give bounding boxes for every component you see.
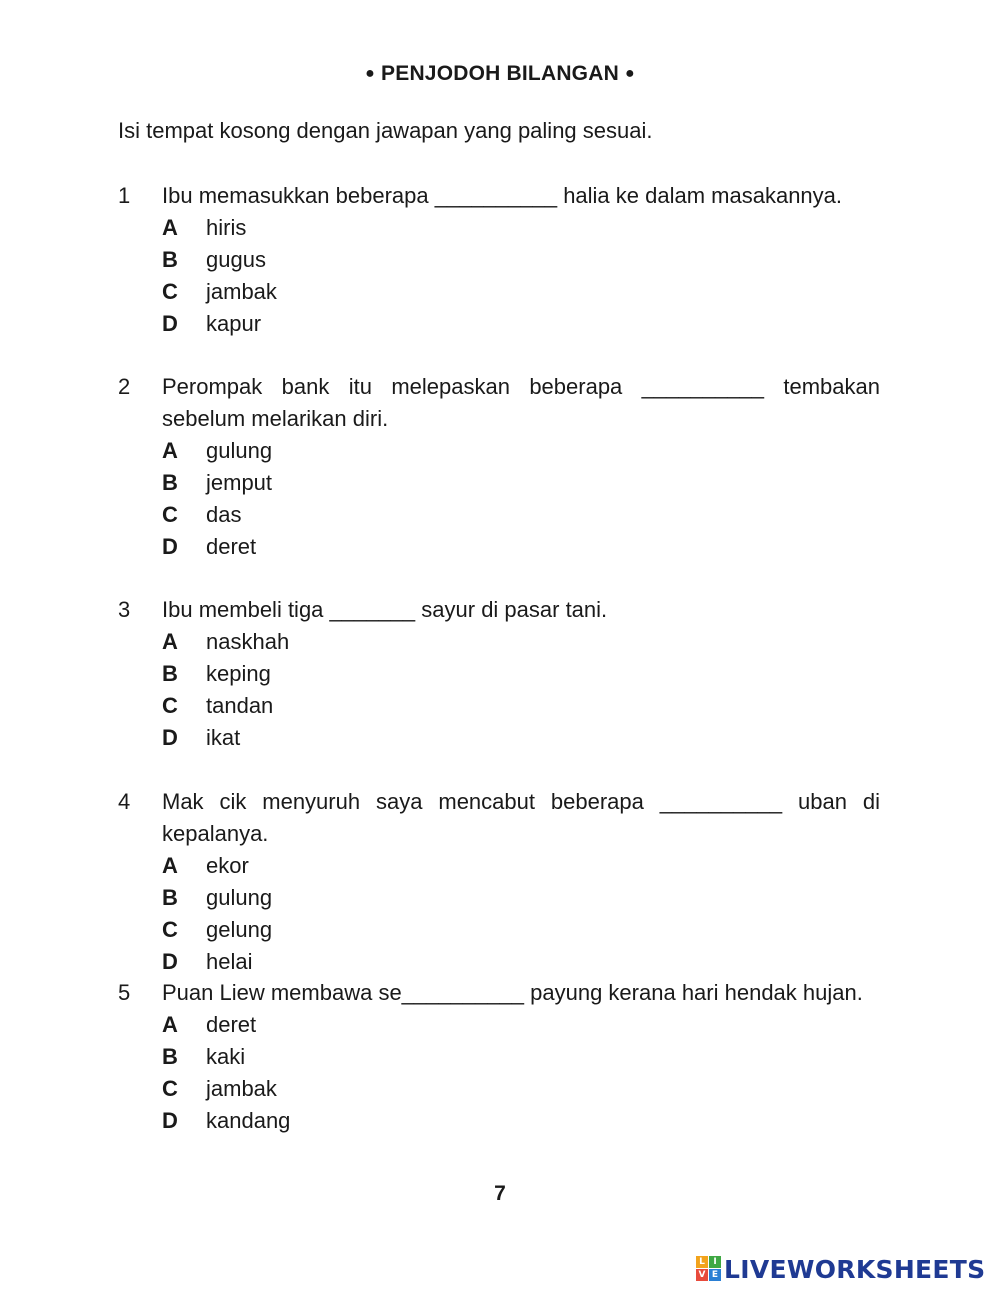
option-text: das — [206, 502, 242, 527]
question-number: 2 — [118, 374, 131, 399]
option-letter: A — [162, 215, 178, 240]
question-text: Ibu membeli tiga _______ sayur di pasar tani. — [162, 597, 608, 622]
question-3 — [118, 594, 880, 754]
option-b[interactable] — [162, 658, 880, 690]
option-letter: C — [162, 502, 178, 527]
option-letter: B — [162, 247, 178, 272]
question-4 — [118, 786, 880, 978]
option-text: gulung — [206, 885, 273, 910]
option-b[interactable] — [162, 467, 880, 499]
option-text: hiris — [206, 215, 247, 240]
option-letter: D — [162, 949, 178, 974]
question-number: 1 — [118, 183, 131, 208]
option-text: kapur — [206, 311, 262, 336]
option-text: helai — [206, 949, 253, 974]
option-b[interactable] — [162, 244, 880, 276]
option-letter: B — [162, 470, 178, 495]
page-title — [0, 62, 1000, 86]
brand-text: LIVEWORKSHEETS — [724, 1254, 986, 1284]
option-letter: D — [162, 311, 178, 336]
option-d[interactable] — [162, 308, 880, 340]
option-text: gulung — [206, 438, 273, 463]
option-letter: B — [162, 661, 178, 686]
title-bullet-left: ● — [365, 65, 375, 82]
page-number: 7 — [494, 1182, 506, 1205]
option-letter: D — [162, 725, 178, 750]
question-1 — [118, 180, 880, 340]
option-a[interactable] — [162, 850, 880, 882]
question-text: Ibu memasukkan beberapa __________ halia ke dalam masakannya. — [162, 183, 843, 208]
question-2 — [118, 371, 880, 563]
option-letter: C — [162, 279, 178, 304]
option-text: jambak — [206, 279, 277, 304]
option-c[interactable] — [162, 1073, 880, 1105]
option-text: kaki — [206, 1044, 246, 1069]
option-letter: C — [162, 693, 178, 718]
option-letter: D — [162, 534, 178, 559]
option-d[interactable] — [162, 1105, 880, 1137]
option-text: deret — [206, 1012, 257, 1037]
option-text: keping — [206, 661, 271, 686]
option-d[interactable] — [162, 531, 880, 563]
question-text: Mak cik menyuruh saya mencabut beberapa __________ uban di kepalanya. — [162, 789, 880, 846]
option-d[interactable] — [162, 946, 880, 978]
option-a[interactable] — [162, 1009, 880, 1041]
option-text: gugus — [206, 247, 266, 272]
option-text: jemput — [206, 470, 273, 495]
option-letter: C — [162, 917, 178, 942]
instruction-text: Isi tempat kosong dengan jawapan yang paling sesuai. — [118, 118, 653, 143]
liveworksheets-brand — [696, 1254, 985, 1284]
question-text: Puan Liew membawa se__________ payung kerana hari hendak hujan. — [162, 980, 863, 1005]
option-text: naskhah — [206, 629, 290, 654]
question-number: 3 — [118, 597, 131, 622]
question-text: Perompak bank itu melepaskan beberapa __________ tembakan sebelum melarikan diri. — [162, 374, 880, 431]
option-list — [162, 435, 880, 563]
option-text: jambak — [206, 1076, 277, 1101]
option-letter: A — [162, 853, 178, 878]
option-letter: D — [162, 1108, 178, 1133]
option-c[interactable] — [162, 690, 880, 722]
option-a[interactable] — [162, 435, 880, 467]
option-text: gelung — [206, 917, 273, 942]
option-letter: A — [162, 438, 178, 463]
option-text: ikat — [206, 725, 241, 750]
option-b[interactable] — [162, 1041, 880, 1073]
option-list — [162, 850, 880, 978]
option-letter: B — [162, 885, 178, 910]
option-c[interactable] — [162, 499, 880, 531]
option-letter: A — [162, 1012, 178, 1037]
option-list — [162, 626, 880, 754]
option-letter: A — [162, 629, 178, 654]
option-letter: B — [162, 1044, 178, 1069]
option-a[interactable] — [162, 212, 880, 244]
title-text: PENJODOH BILANGAN — [381, 62, 619, 85]
option-d[interactable] — [162, 722, 880, 754]
liveworksheets-logo-icon: L I V E — [696, 1256, 722, 1282]
question-5 — [118, 977, 880, 1137]
title-bullet-right: ● — [625, 65, 635, 82]
option-a[interactable] — [162, 626, 880, 658]
option-c[interactable] — [162, 914, 880, 946]
option-b[interactable] — [162, 882, 880, 914]
option-text: tandan — [206, 693, 274, 718]
option-text: ekor — [206, 853, 249, 878]
question-number: 5 — [118, 980, 131, 1005]
option-letter: C — [162, 1076, 178, 1101]
option-c[interactable] — [162, 276, 880, 308]
question-number: 4 — [118, 789, 131, 814]
option-list — [162, 1009, 880, 1137]
option-text: deret — [206, 534, 257, 559]
option-list — [162, 212, 880, 340]
option-text: kandang — [206, 1108, 291, 1133]
